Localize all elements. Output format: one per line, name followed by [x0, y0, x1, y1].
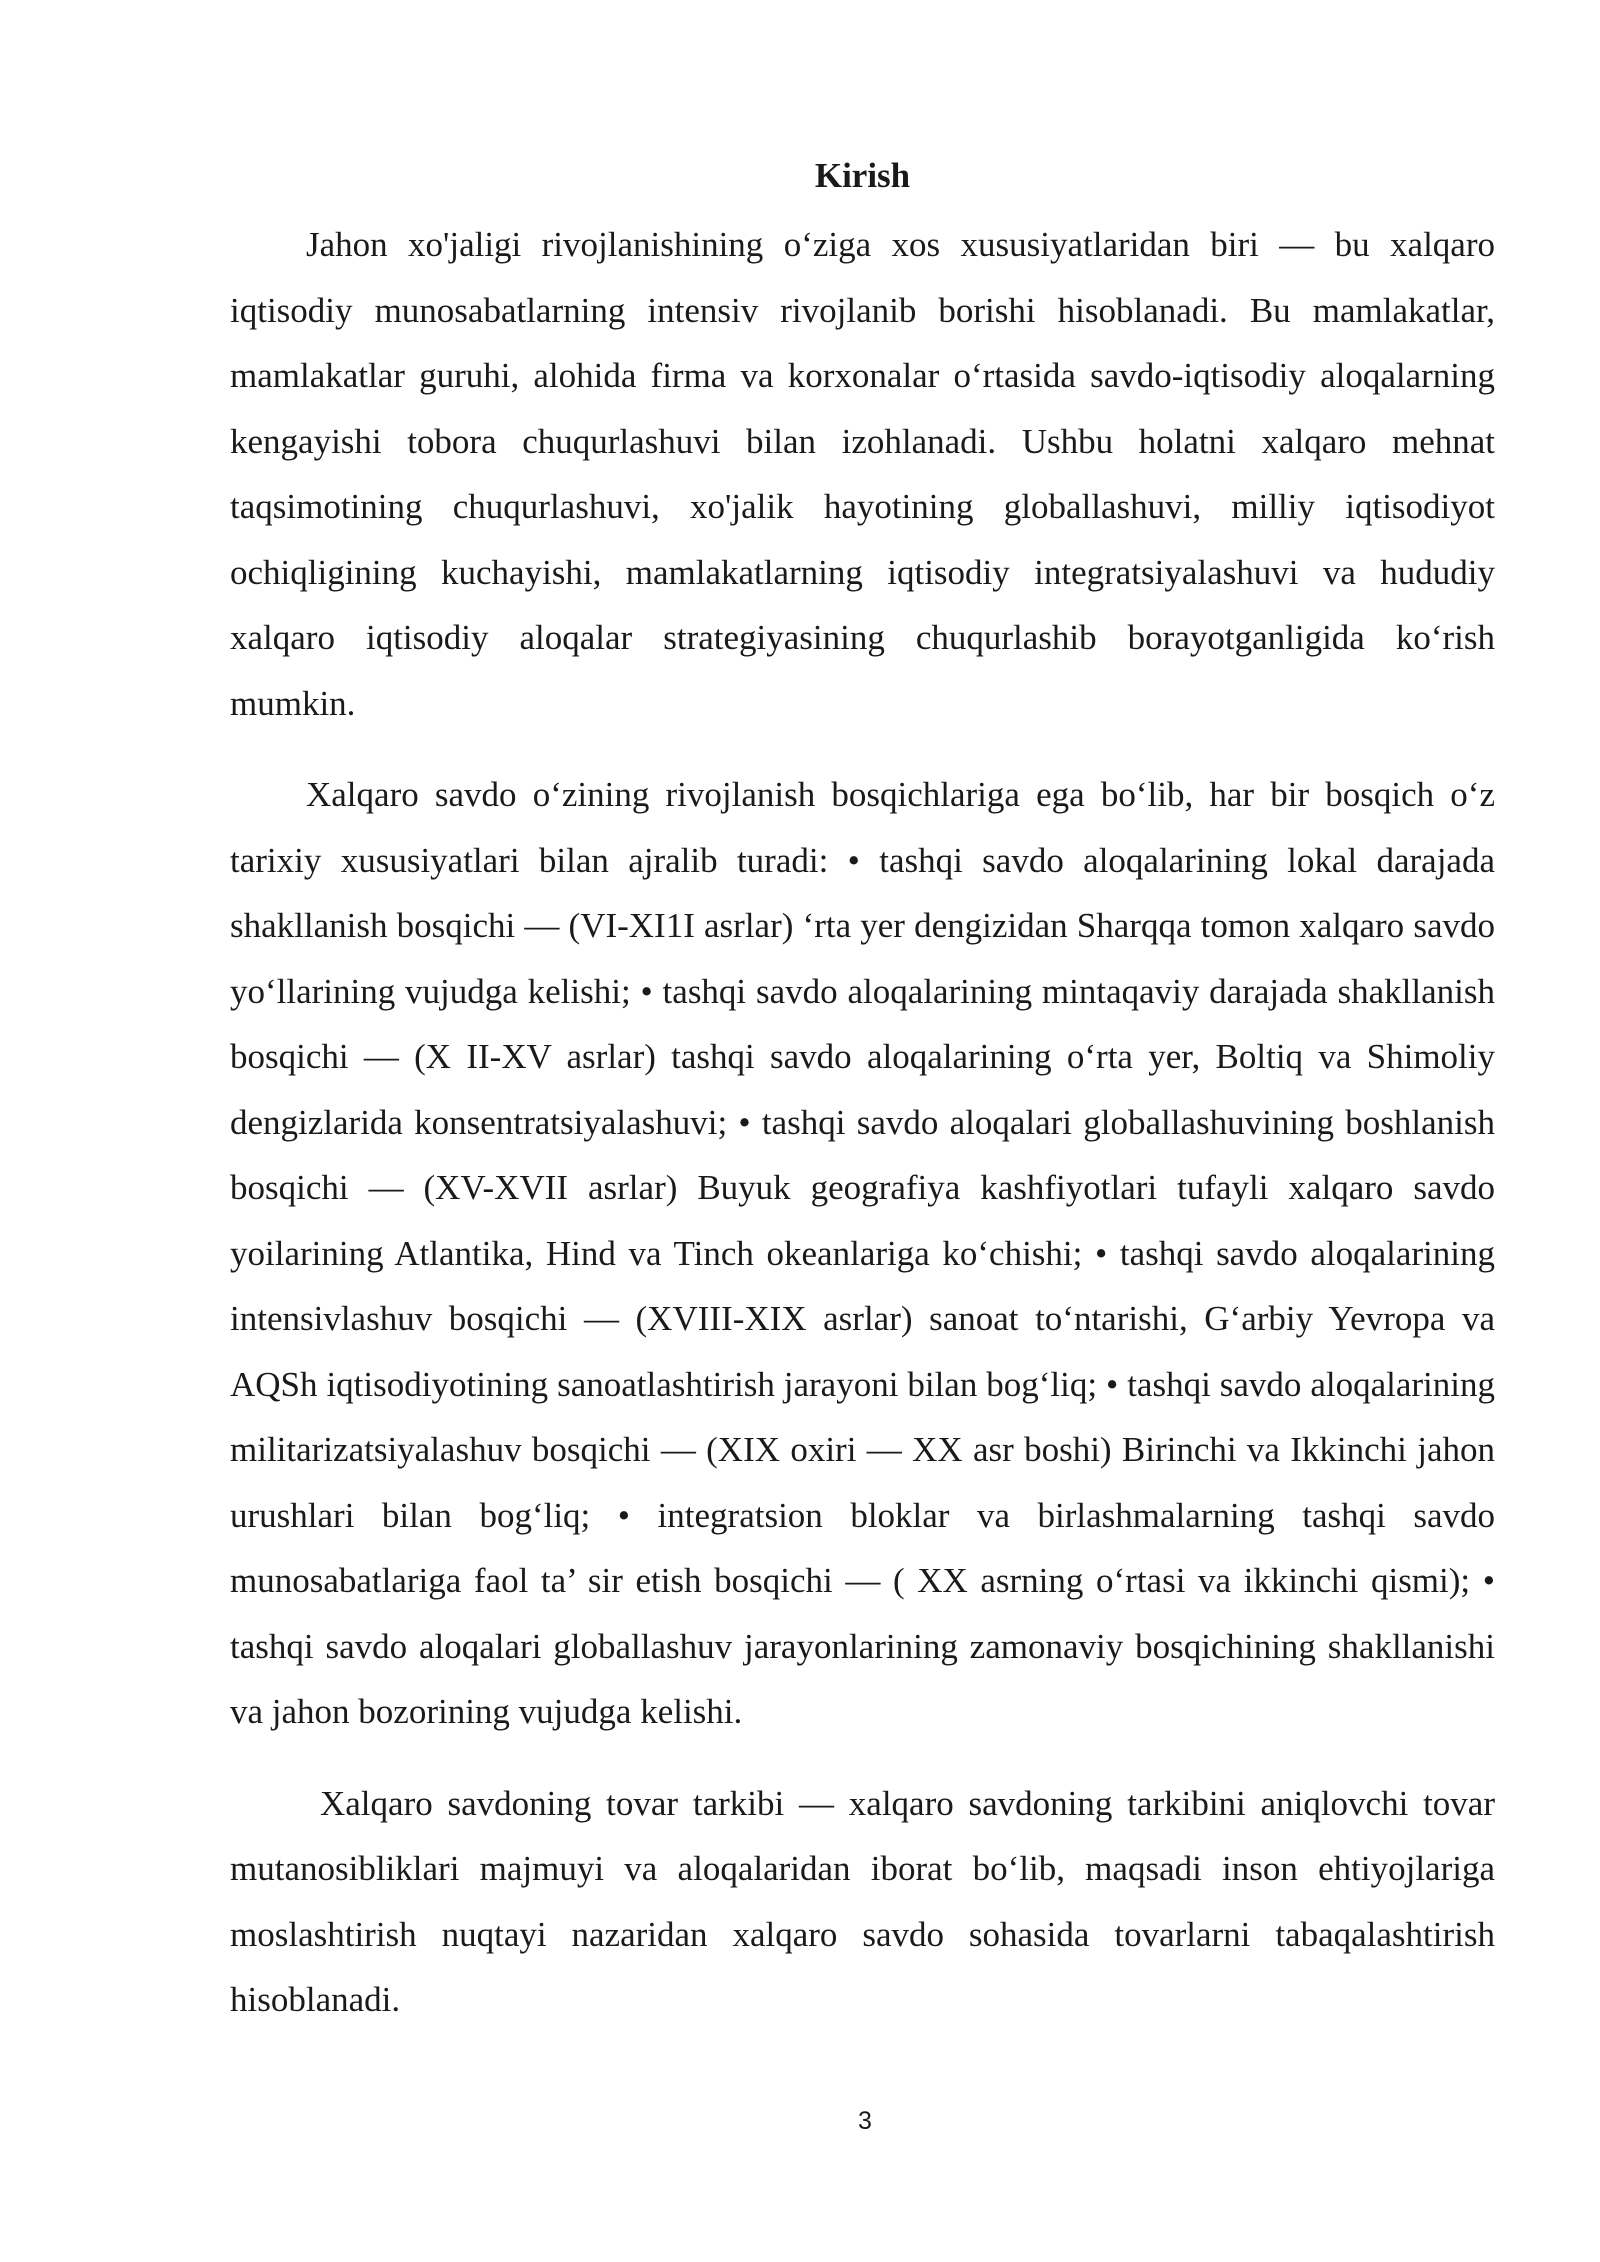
paragraph-commodity-structure: Xalqaro savdoning tovar tarkibi — xalqaro savdoning tarkibini aniqlovchi tovar mutanosibliklari majmuyi va aloqalaridan iborat bo‘lib, maqsadi inson ehtiyojlariga moslashtirish nuqtayi nazaridan xalqaro savdo sohasida tovarlarni tabaqalashtirish hisoblanadi.: [230, 1783, 1495, 2019]
paragraph-trade-stages: Xalqaro savdo o‘zining rivojlanish bosqichlariga ega bo‘lib, har bir bosqich o‘z tarixiy xususiyatlari bilan ajralib turadi: • tashqi savdo aloqalarining lokal darajada shakllanish bosqichi — (VI-XI1I asrlar) ‘rta yer dengizidan Sharqqa tomon xalqaro savdo yo‘llarining vujudga kelishi; • tashqi savdo aloqalarining mintaqaviy darajada shakllanish bosqichi — (X II-XV asrlar) tashqi savdo aloqalarining o‘rta yer, Boltiq va Shimoliy dengizlarida konsentratsiyalashuvi; • tashqi savdo aloqalari globallashuvining boshlanish bosqichi — (XV-XVII asrlar) Buyuk geografiya kashfiyotlari tufayli xalqaro savdo yoilarining Atlantika, Hind va Tinch okeanlariga ko‘chishi; • tashqi savdo aloqalarining intensivlashuv bosqichi — (XVIII-XIX asrlar) sanoat to‘ntarishi, G‘arbiy Yevropa va AQSh iqtisodiyotining sanoatlashtirish jarayoni bilan bog‘liq; • tashqi savdo aloqalarining militarizatsiyalashuv bosqichi — (XIX oxiri — XX asr boshi) Birinchi va Ikkinchi jahon urushlari bilan bog‘liq; • integratsion bloklar va birlashmalarning tashqi savdo munosabatlariga faol ta’ sir etish bosqichi — ( XX asrning o‘rtasi va ikkinchi qismi); • tashqi savdo aloqalari globallashuv jarayonlarining zamonaviy bosqichining shakllanishi va jahon bozorining vujudga kelishi.: [230, 775, 1495, 1731]
page-number: 3: [858, 2107, 872, 2135]
page-content: [230, 148, 1495, 2033]
paragraph-intro: Jahon xo'jaligi rivojlanishining o‘ziga xos xususiyatlaridan biri — bu xalqaro iqtisodiy munosabatlarning intensiv rivojlanib borishi hisoblanadi. Bu mamlakatlar, mamlakatlar guruhi, alohida firma va korxonalar o‘rtasida savdo-iqtisodiy aloqalarning kengayishi tobora chuqurlashuvi bilan izohlanadi. Ushbu holatni xalqaro mehnat taqsimotining chuqurlashuvi, xo'jalik hayotining globallashuvi, milliy iqtisodiyot ochiqligining kuchayishi, mamlakatlarning iqtisodiy integratsiyalashuvi va hududiy xalqaro iqtisodiy aloqalar strategiyasining chuqurlashib borayotganligida ko‘rish mumkin.: [230, 225, 1495, 723]
page-title: Kirish: [814, 156, 911, 195]
